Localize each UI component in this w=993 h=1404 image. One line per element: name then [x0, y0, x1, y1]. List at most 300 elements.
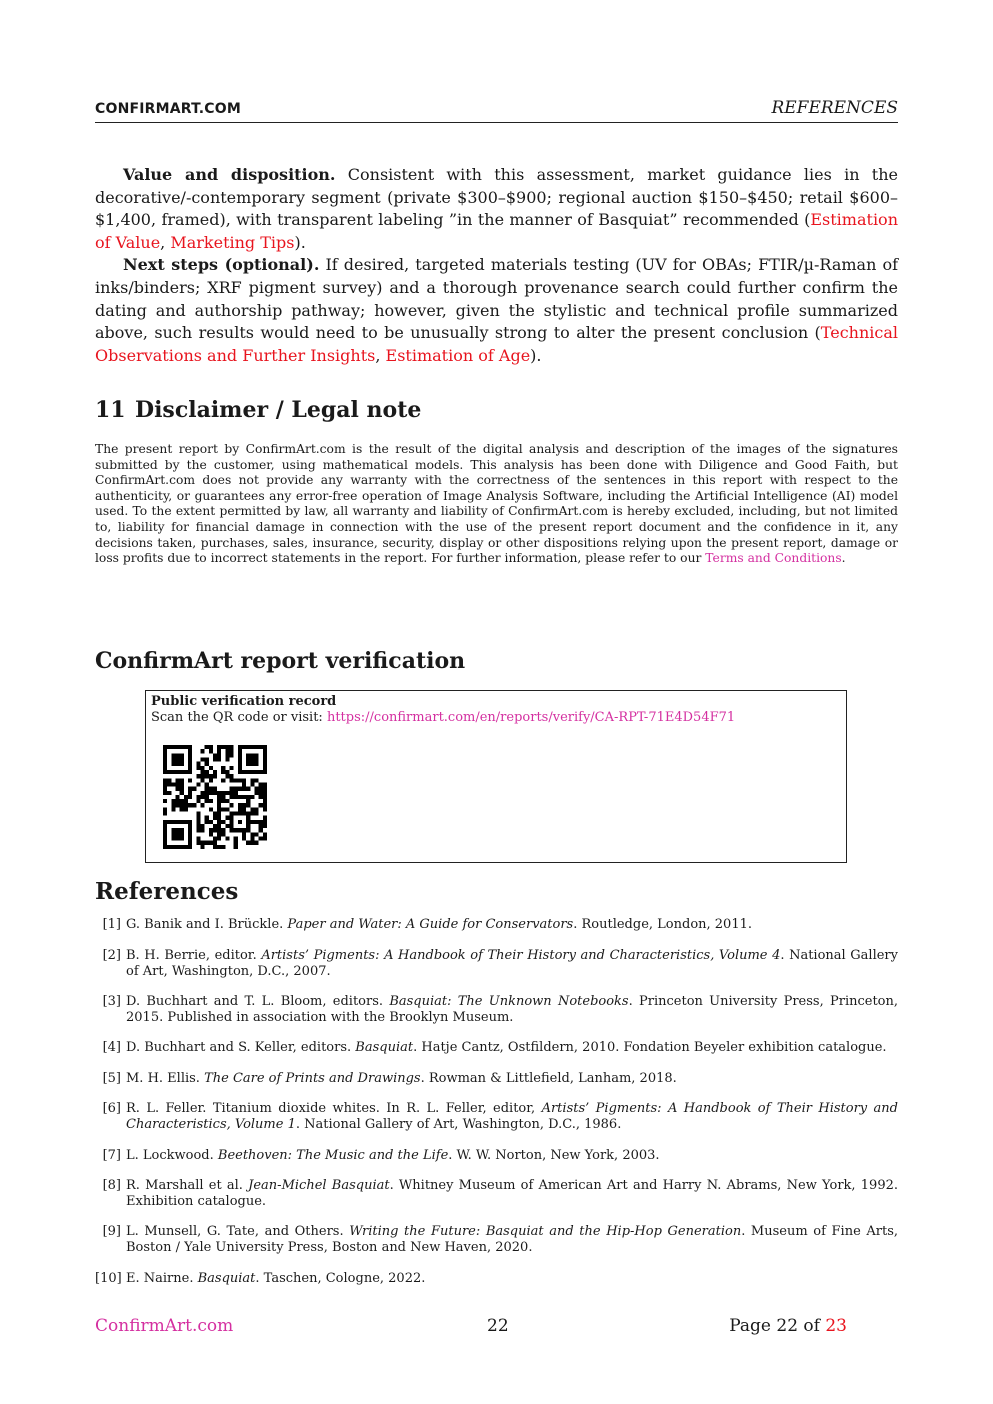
qr-module	[200, 749, 204, 753]
qr-module	[246, 799, 250, 803]
qr-module	[175, 820, 179, 824]
verification-scan-text: Scan the QR code or visit:	[151, 710, 327, 725]
qr-module	[205, 795, 209, 799]
qr-module	[205, 820, 209, 824]
qr-module	[221, 745, 225, 749]
qr-module	[217, 791, 221, 795]
verification-scan-line	[151, 710, 735, 725]
qr-module	[188, 787, 192, 791]
link-estimation-of-value[interactable]: Estimation of Value	[95, 210, 898, 252]
qr-module	[221, 820, 225, 824]
qr-module	[230, 803, 234, 807]
paragraph-end: ).	[294, 232, 306, 252]
qr-module	[171, 757, 175, 761]
qr-module	[230, 753, 234, 757]
qr-module	[175, 757, 179, 761]
qr-module	[263, 753, 267, 757]
qr-module	[263, 782, 267, 786]
reference-title: Basquiat	[197, 1271, 256, 1286]
qr-module	[263, 787, 267, 791]
qr-module	[242, 832, 246, 836]
qr-module	[242, 828, 246, 832]
section-number: 11	[95, 397, 126, 423]
qr-module	[255, 841, 259, 845]
qr-module	[209, 807, 213, 811]
qr-module	[180, 837, 184, 841]
reference-number: [6]	[102, 1101, 121, 1116]
reference-title: Basquiat	[355, 1040, 414, 1055]
qr-module	[242, 782, 246, 786]
qr-module	[184, 799, 188, 803]
qr-module	[234, 795, 238, 799]
qr-module	[246, 762, 250, 766]
qr-module	[163, 749, 167, 753]
qr-module	[205, 782, 209, 786]
reference-item	[95, 948, 898, 980]
qr-module	[263, 832, 267, 836]
footer-site-link[interactable]: ConfirmArt.com	[95, 1316, 234, 1336]
qr-code-icon[interactable]	[163, 745, 267, 849]
qr-module	[263, 766, 267, 770]
qr-module	[238, 753, 242, 757]
qr-module	[259, 791, 263, 795]
qr-module	[263, 799, 267, 803]
qr-module	[171, 845, 175, 849]
footer-page-count	[729, 1316, 847, 1336]
reference-publisher: . Museum of Fine Arts, Boston / Yale University Press, Boston and New Haven, 2020.	[126, 1224, 899, 1255]
qr-module	[255, 787, 259, 791]
reference-publisher: . Rowman & Littlefield, Lanham, 2018.	[420, 1071, 677, 1086]
section-title-text: Disclaimer / Legal note	[135, 397, 422, 423]
verification-title: ConfirmArt report verification	[95, 648, 466, 674]
terms-and-conditions-link[interactable]: Terms and Conditions	[705, 551, 842, 566]
qr-module	[175, 828, 179, 832]
qr-module	[213, 828, 217, 832]
reference-publisher: . Taschen, Cologne, 2022.	[255, 1271, 426, 1286]
paragraph-lead: Next steps (optional).	[123, 255, 320, 275]
reference-authors: L. Munsell, G. Tate, and Others.	[126, 1224, 350, 1239]
qr-module	[255, 753, 259, 757]
qr-module	[213, 787, 217, 791]
qr-module	[238, 778, 242, 782]
qr-module	[263, 762, 267, 766]
reference-title: Artists’ Pigments: A Handbook of Their History and Characteristics, Volume 4	[261, 948, 781, 963]
qr-module	[221, 770, 225, 774]
references-title: References	[95, 878, 239, 905]
reference-authors: G. Banik and I. Brückle.	[126, 917, 288, 932]
qr-module	[180, 803, 184, 807]
qr-module	[163, 841, 167, 845]
qr-module	[175, 762, 179, 766]
qr-module	[221, 832, 225, 836]
reference-item	[95, 1101, 898, 1133]
qr-module	[163, 845, 167, 849]
section-title-disclaimer	[95, 397, 421, 423]
qr-module	[246, 828, 250, 832]
qr-module	[225, 774, 229, 778]
qr-module	[230, 795, 234, 799]
qr-module	[175, 832, 179, 836]
qr-module	[225, 807, 229, 811]
qr-module	[263, 816, 267, 820]
qr-module	[209, 828, 213, 832]
qr-module	[167, 845, 171, 849]
disclaimer-end: .	[841, 551, 846, 566]
qr-module	[213, 816, 217, 820]
qr-module	[217, 820, 221, 824]
qr-module	[242, 770, 246, 774]
qr-module	[163, 762, 167, 766]
qr-module	[171, 770, 175, 774]
qr-module	[209, 799, 213, 803]
qr-module	[259, 782, 263, 786]
qr-module	[209, 766, 213, 770]
paragraph-lead: Value and disposition.	[123, 165, 336, 184]
qr-module	[250, 753, 254, 757]
paragraph-value-disposition	[95, 164, 898, 254]
qr-module	[246, 824, 250, 828]
reference-title: Basquiat: The Unknown Notebooks	[389, 994, 629, 1009]
reference-item	[95, 1148, 898, 1164]
qr-module	[200, 757, 204, 761]
qr-module	[217, 803, 221, 807]
qr-module	[200, 778, 204, 782]
qr-module	[234, 778, 238, 782]
qr-module	[217, 837, 221, 841]
qr-module	[217, 795, 221, 799]
qr-module	[250, 778, 254, 782]
paragraph-end: ).	[530, 345, 542, 365]
qr-module	[250, 745, 254, 749]
qr-module	[209, 778, 213, 782]
reference-authors: R. L. Feller. Titanium dioxide whites. In R. L. Feller, editor,	[126, 1101, 542, 1116]
qr-module	[171, 799, 175, 803]
qr-module	[242, 795, 246, 799]
qr-module	[175, 778, 179, 782]
qr-module	[205, 787, 209, 791]
qr-module	[188, 753, 192, 757]
qr-module	[238, 803, 242, 807]
qr-module	[175, 745, 179, 749]
reference-item	[95, 1178, 898, 1210]
qr-module	[175, 782, 179, 786]
reference-item	[95, 1040, 898, 1056]
qr-module	[184, 770, 188, 774]
qr-module	[175, 845, 179, 849]
qr-module	[234, 787, 238, 791]
reference-authors: R. Marshall et al.	[126, 1178, 249, 1193]
qr-module	[255, 832, 259, 836]
qr-module	[188, 791, 192, 795]
reference-number: [2]	[102, 948, 121, 963]
reference-number: [8]	[102, 1178, 121, 1193]
qr-module	[230, 766, 234, 770]
qr-module	[205, 762, 209, 766]
qr-module	[263, 803, 267, 807]
qr-module	[250, 812, 254, 816]
qr-module	[175, 803, 179, 807]
qr-module	[246, 841, 250, 845]
reference-authors: B. H. Berrie, editor.	[126, 948, 262, 963]
qr-module	[217, 807, 221, 811]
qr-module	[217, 745, 221, 749]
header-section-title: REFERENCES	[771, 98, 898, 118]
qr-module	[171, 803, 175, 807]
qr-module	[238, 766, 242, 770]
qr-module	[200, 845, 204, 849]
qr-module	[250, 762, 254, 766]
qr-module	[242, 778, 246, 782]
qr-module	[234, 812, 238, 816]
reference-number: [3]	[102, 994, 121, 1009]
footer-page-number: 22	[487, 1316, 509, 1336]
reference-publisher: . Whitney Museum of American Art and Harry N. Abrams, New York, 1992. Exhibition catalogue.	[126, 1178, 898, 1209]
qr-module	[259, 820, 263, 824]
qr-module	[230, 745, 234, 749]
qr-module	[263, 757, 267, 761]
qr-module	[225, 824, 229, 828]
qr-module	[259, 795, 263, 799]
qr-module	[217, 757, 221, 761]
header-logo: CONFIRMART.COM	[95, 101, 242, 117]
qr-module	[246, 770, 250, 774]
reference-publisher: . National Gallery of Art, Washington, D.C., 1986.	[295, 1117, 622, 1132]
qr-module	[238, 828, 242, 832]
qr-module	[238, 762, 242, 766]
qr-module	[192, 803, 196, 807]
qr-module	[221, 845, 225, 849]
qr-module	[188, 795, 192, 799]
qr-module	[171, 753, 175, 757]
qr-module	[230, 820, 234, 824]
qr-module	[205, 799, 209, 803]
qr-module	[196, 824, 200, 828]
link-marketing-tips[interactable]: Marketing Tips	[170, 232, 295, 252]
qr-module	[225, 770, 229, 774]
qr-module	[209, 841, 213, 845]
qr-module	[163, 766, 167, 770]
qr-module	[225, 799, 229, 803]
qr-module	[230, 828, 234, 832]
qr-module	[217, 753, 221, 757]
reference-authors: M. H. Ellis.	[126, 1071, 205, 1086]
reference-authors: D. Buchhart and T. L. Bloom, editors.	[126, 994, 390, 1009]
qr-module	[196, 766, 200, 770]
qr-module	[163, 799, 167, 803]
qr-module	[205, 841, 209, 845]
link-separator: ,	[160, 232, 171, 252]
qr-module	[234, 837, 238, 841]
qr-module	[225, 753, 229, 757]
qr-module	[171, 820, 175, 824]
qr-module	[163, 778, 167, 782]
qr-module	[200, 841, 204, 845]
qr-module	[250, 841, 254, 845]
reference-title: Artists’ Pigments: A Handbook of Their History and Characteristics, Volume 1	[126, 1101, 898, 1132]
qr-module	[225, 816, 229, 820]
qr-module	[188, 770, 192, 774]
qr-module	[263, 807, 267, 811]
qr-module	[234, 828, 238, 832]
qr-module	[163, 837, 167, 841]
qr-module	[263, 749, 267, 753]
qr-module	[205, 791, 209, 795]
body-text	[95, 164, 898, 367]
qr-module	[205, 816, 209, 820]
qr-module	[255, 807, 259, 811]
qr-module	[163, 812, 167, 816]
footer-page-total-link[interactable]: 23	[825, 1316, 847, 1336]
qr-module	[250, 795, 254, 799]
qr-module	[188, 749, 192, 753]
paragraph-text: If desired, targeted materials testing (UV for OBAs; FTIR/µ-Raman of inks/binders; XRF pigment survey) and a thorough provenance search could further confirm the dating and authorship pathway; however, given the stylistic and technical profile summarized above, such results would need to be unusually strong to alter the present conclusion (	[95, 255, 899, 343]
verification-url-link[interactable]: https://confirmart.com/en/reports/verify/CA-RPT-71E4D54F71	[326, 710, 736, 725]
link-estimation-of-age[interactable]: Estimation of Age	[385, 345, 531, 365]
reference-item	[95, 917, 898, 933]
qr-module	[217, 828, 221, 832]
qr-module	[188, 832, 192, 836]
qr-module	[163, 753, 167, 757]
qr-module	[175, 787, 179, 791]
qr-module	[225, 749, 229, 753]
qr-module	[259, 828, 263, 832]
qr-module	[246, 787, 250, 791]
reference-publisher: . Princeton University Press, Princeton, 2015. Published in association with the Brooklyn Museum.	[126, 994, 899, 1025]
qr-module	[180, 820, 184, 824]
qr-module	[213, 770, 217, 774]
qr-module	[196, 799, 200, 803]
qr-module	[175, 799, 179, 803]
qr-module	[230, 774, 234, 778]
qr-module	[167, 782, 171, 786]
qr-module	[238, 820, 242, 824]
qr-module	[200, 828, 204, 832]
qr-module	[230, 812, 234, 816]
qr-module	[242, 812, 246, 816]
qr-module	[171, 782, 175, 786]
qr-module	[242, 837, 246, 841]
qr-module	[234, 791, 238, 795]
qr-module	[255, 778, 259, 782]
qr-module	[163, 828, 167, 832]
qr-module	[163, 824, 167, 828]
qr-module	[180, 787, 184, 791]
qr-module	[209, 791, 213, 795]
qr-module	[250, 832, 254, 836]
qr-module	[167, 770, 171, 774]
reference-publisher: . W. W. Norton, New York, 2003.	[448, 1148, 660, 1163]
qr-module	[180, 753, 184, 757]
qr-module	[188, 766, 192, 770]
qr-module	[217, 845, 221, 849]
qr-module	[230, 787, 234, 791]
qr-module	[238, 787, 242, 791]
qr-module	[171, 837, 175, 841]
qr-module	[171, 762, 175, 766]
qr-module	[255, 812, 259, 816]
qr-module	[217, 799, 221, 803]
qr-module	[242, 803, 246, 807]
qr-module	[175, 770, 179, 774]
qr-module	[221, 799, 225, 803]
reference-authors: L. Lockwood.	[126, 1148, 218, 1163]
qr-module	[167, 820, 171, 824]
qr-module	[171, 745, 175, 749]
qr-module	[221, 791, 225, 795]
qr-module	[221, 766, 225, 770]
qr-module	[205, 770, 209, 774]
reference-title: Beethoven: The Music and the Life	[217, 1148, 449, 1163]
qr-module	[175, 795, 179, 799]
qr-module	[196, 820, 200, 824]
reference-title: Writing the Future: Basquiat and the Hip-Hop Generation	[349, 1224, 742, 1239]
link-separator: ,	[375, 345, 386, 365]
reference-item	[95, 1224, 898, 1256]
qr-module	[234, 841, 238, 845]
reference-number: [10]	[95, 1271, 122, 1286]
qr-module	[263, 824, 267, 828]
paragraph-text: Consistent with this assessment, market guidance lies in the decorative/-contemporary segment (private $300–$900; regional auction $150–$450; retail $600–$1,400, framed), with transparent labeling ”in the manner of Basquiat” recommended (	[95, 165, 899, 230]
qr-module	[263, 837, 267, 841]
qr-module	[180, 770, 184, 774]
qr-module	[180, 845, 184, 849]
qr-module	[246, 812, 250, 816]
qr-module	[167, 745, 171, 749]
qr-module	[196, 795, 200, 799]
qr-module	[246, 795, 250, 799]
reference-publisher: . National Gallery of Art, Washington, D.C., 2007.	[126, 948, 898, 979]
qr-module	[163, 782, 167, 786]
reference-item	[95, 1271, 898, 1287]
qr-module	[259, 770, 263, 774]
qr-module	[217, 832, 221, 836]
qr-module	[192, 787, 196, 791]
reference-title: The Care of Prints and Drawings	[204, 1071, 421, 1086]
qr-module	[205, 745, 209, 749]
qr-module	[225, 757, 229, 761]
qr-module	[255, 791, 259, 795]
qr-module	[263, 770, 267, 774]
qr-module	[184, 820, 188, 824]
qr-module	[196, 774, 200, 778]
qr-module	[171, 807, 175, 811]
qr-module	[230, 824, 234, 828]
qr-module	[259, 803, 263, 807]
qr-module	[259, 787, 263, 791]
qr-module	[180, 757, 184, 761]
qr-module	[175, 837, 179, 841]
qr-module	[213, 837, 217, 841]
qr-module	[188, 778, 192, 782]
qr-module	[250, 837, 254, 841]
qr-module	[225, 837, 229, 841]
qr-module	[209, 745, 213, 749]
qr-module	[163, 807, 167, 811]
qr-module	[175, 753, 179, 757]
qr-module	[196, 782, 200, 786]
qr-module	[255, 745, 259, 749]
qr-module	[180, 799, 184, 803]
qr-module	[180, 791, 184, 795]
qr-module	[238, 745, 242, 749]
qr-module	[246, 745, 250, 749]
verification-box	[145, 690, 847, 863]
link-technical-observations[interactable]: Technical Observations and Further Insights	[95, 323, 898, 365]
qr-module	[184, 803, 188, 807]
qr-module	[167, 778, 171, 782]
qr-module	[225, 745, 229, 749]
qr-module	[217, 824, 221, 828]
